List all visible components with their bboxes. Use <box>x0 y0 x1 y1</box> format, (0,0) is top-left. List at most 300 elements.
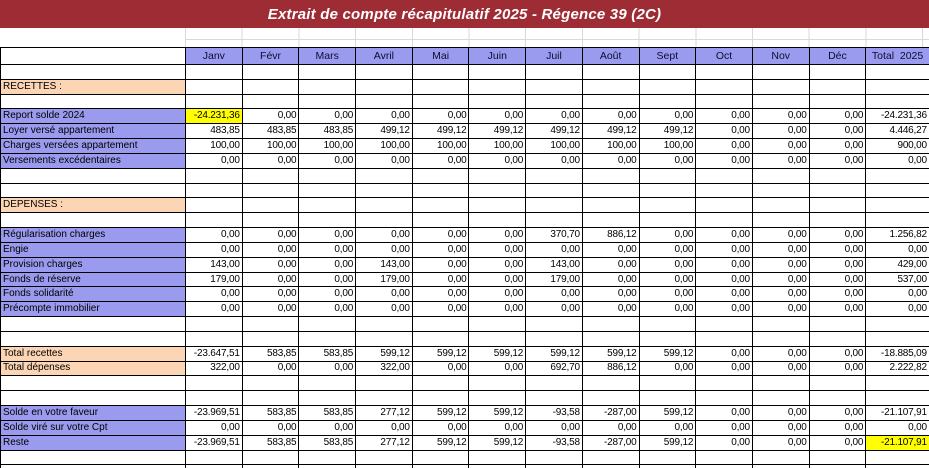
cell-month[interactable] <box>696 198 753 213</box>
cell-month[interactable]: 0,00 <box>356 109 413 124</box>
cell-total[interactable] <box>866 183 929 198</box>
cell-month[interactable] <box>412 213 469 228</box>
cell-month[interactable] <box>582 376 639 391</box>
cell-month[interactable] <box>809 183 866 198</box>
cell-month[interactable] <box>809 331 866 346</box>
cell-month[interactable]: 0,00 <box>582 242 639 257</box>
cell-month[interactable] <box>809 213 866 228</box>
cell-month[interactable]: 0,00 <box>299 228 356 243</box>
cell-month[interactable] <box>526 198 583 213</box>
cell-month[interactable] <box>242 183 299 198</box>
row-label[interactable]: Reste <box>1 435 186 450</box>
cell-month[interactable] <box>412 317 469 332</box>
cell-month[interactable] <box>752 183 809 198</box>
col-header-month-6[interactable]: Juin <box>469 48 526 65</box>
cell-month[interactable] <box>696 94 753 109</box>
cell-month[interactable]: 0,00 <box>809 153 866 168</box>
cell-month[interactable]: 0,00 <box>639 257 696 272</box>
cell-month[interactable]: 0,00 <box>186 287 243 302</box>
cell-month[interactable] <box>469 317 526 332</box>
cell-month[interactable]: 599,12 <box>356 346 413 361</box>
cell-month[interactable]: 886,12 <box>582 361 639 376</box>
cell-month[interactable]: 0,00 <box>242 153 299 168</box>
cell-month[interactable]: 0,00 <box>469 109 526 124</box>
cell-month[interactable]: 0,00 <box>299 272 356 287</box>
cell-month[interactable] <box>242 198 299 213</box>
cell-month[interactable]: 0,00 <box>242 109 299 124</box>
cell-month[interactable]: 0,00 <box>412 109 469 124</box>
cell-month[interactable]: 0,00 <box>186 420 243 435</box>
cell-month[interactable] <box>412 183 469 198</box>
cell-month[interactable] <box>469 183 526 198</box>
cell-month[interactable]: 599,12 <box>469 346 526 361</box>
cell-month[interactable]: 0,00 <box>639 302 696 317</box>
cell-month[interactable]: 0,00 <box>696 153 753 168</box>
cell-month[interactable] <box>356 213 413 228</box>
cell-month[interactable] <box>639 213 696 228</box>
cell-month[interactable]: 277,12 <box>356 435 413 450</box>
col-header-month-4[interactable]: Avril <box>356 48 413 65</box>
cell-month[interactable] <box>582 450 639 465</box>
cell-month[interactable]: 599,12 <box>412 406 469 421</box>
cell-month[interactable] <box>186 94 243 109</box>
col-header-month-2[interactable]: Févr <box>242 48 299 65</box>
cell-month[interactable] <box>526 391 583 406</box>
row-label[interactable] <box>1 391 186 406</box>
cell-month[interactable]: 499,12 <box>526 124 583 139</box>
cell-month[interactable] <box>526 183 583 198</box>
cell-month[interactable]: -23.647,51 <box>186 346 243 361</box>
cell-month[interactable] <box>526 331 583 346</box>
cell-month[interactable]: 0,00 <box>526 302 583 317</box>
cell-month[interactable]: 179,00 <box>526 272 583 287</box>
cell-month[interactable]: 0,00 <box>299 361 356 376</box>
cell-month[interactable]: 322,00 <box>186 361 243 376</box>
row-label[interactable]: Total dépenses <box>1 361 186 376</box>
cell-month[interactable]: 0,00 <box>696 435 753 450</box>
cell-total[interactable]: -18.885,09 <box>866 346 929 361</box>
cell-month[interactable]: 0,00 <box>242 257 299 272</box>
cell-month[interactable]: 0,00 <box>752 139 809 154</box>
cell-month[interactable]: 322,00 <box>356 361 413 376</box>
cell-month[interactable] <box>186 183 243 198</box>
cell-month[interactable]: 599,12 <box>469 406 526 421</box>
cell-month[interactable]: 0,00 <box>299 109 356 124</box>
cell-month[interactable]: 0,00 <box>299 257 356 272</box>
cell-month[interactable]: 0,00 <box>639 109 696 124</box>
cell-month[interactable] <box>696 450 753 465</box>
cell-month[interactable]: 0,00 <box>639 361 696 376</box>
cell-month[interactable]: 0,00 <box>412 287 469 302</box>
row-label[interactable]: Total recettes <box>1 346 186 361</box>
cell-month[interactable] <box>809 450 866 465</box>
cell-month[interactable]: 692,70 <box>526 361 583 376</box>
cell-month[interactable]: 0,00 <box>696 228 753 243</box>
cell-month[interactable]: 0,00 <box>469 242 526 257</box>
row-label[interactable] <box>1 168 186 183</box>
row-label[interactable]: Provision charges <box>1 257 186 272</box>
cell-month[interactable] <box>412 79 469 94</box>
cell-month[interactable]: 277,12 <box>356 406 413 421</box>
cell-month[interactable] <box>412 331 469 346</box>
cell-month[interactable]: 0,00 <box>696 139 753 154</box>
cell-month[interactable]: 0,00 <box>356 153 413 168</box>
cell-total[interactable]: 537,00 <box>866 272 929 287</box>
cell-month[interactable] <box>356 331 413 346</box>
cell-month[interactable]: 0,00 <box>639 420 696 435</box>
cell-month[interactable]: 886,12 <box>582 228 639 243</box>
cell-month[interactable]: 0,00 <box>412 257 469 272</box>
cell-month[interactable]: 499,12 <box>412 124 469 139</box>
cell-month[interactable] <box>752 79 809 94</box>
cell-month[interactable]: 0,00 <box>809 257 866 272</box>
cell-month[interactable]: 0,00 <box>696 302 753 317</box>
cell-month[interactable]: 0,00 <box>696 406 753 421</box>
cell-month[interactable]: 599,12 <box>469 435 526 450</box>
cell-month[interactable]: 0,00 <box>696 242 753 257</box>
cell-total[interactable] <box>866 376 929 391</box>
cell-month[interactable]: 0,00 <box>299 420 356 435</box>
cell-month[interactable]: 0,00 <box>356 302 413 317</box>
cell-month[interactable]: 0,00 <box>356 242 413 257</box>
cell-month[interactable] <box>242 213 299 228</box>
cell-month[interactable]: -23.969,51 <box>186 406 243 421</box>
cell-month[interactable] <box>639 168 696 183</box>
cell-month[interactable] <box>639 450 696 465</box>
cell-month[interactable] <box>242 391 299 406</box>
cell-total[interactable] <box>866 94 929 109</box>
cell-month[interactable]: 0,00 <box>469 257 526 272</box>
cell-month[interactable] <box>469 168 526 183</box>
cell-month[interactable]: 0,00 <box>242 361 299 376</box>
cell-month[interactable] <box>639 198 696 213</box>
cell-month[interactable] <box>809 79 866 94</box>
cell-month[interactable] <box>582 198 639 213</box>
cell-month[interactable] <box>696 213 753 228</box>
cell-month[interactable]: 0,00 <box>696 109 753 124</box>
cell-month[interactable] <box>639 94 696 109</box>
cell-month[interactable]: 0,00 <box>412 242 469 257</box>
cell-month[interactable] <box>469 94 526 109</box>
cell-month[interactable] <box>186 317 243 332</box>
cell-month[interactable] <box>299 183 356 198</box>
row-label[interactable] <box>1 376 186 391</box>
cell-month[interactable] <box>299 168 356 183</box>
cell-month[interactable]: -287,00 <box>582 435 639 450</box>
cell-month[interactable]: 599,12 <box>412 435 469 450</box>
cell-month[interactable] <box>469 331 526 346</box>
cell-month[interactable] <box>582 317 639 332</box>
cell-total[interactable] <box>866 450 929 465</box>
cell-month[interactable] <box>186 450 243 465</box>
cell-total[interactable]: 900,00 <box>866 139 929 154</box>
cell-month[interactable] <box>356 183 413 198</box>
cell-month[interactable]: 0,00 <box>242 420 299 435</box>
cell-total[interactable]: -21.107,91 <box>866 406 929 421</box>
cell-month[interactable]: 499,12 <box>639 124 696 139</box>
cell-month[interactable] <box>526 317 583 332</box>
cell-month[interactable]: 0,00 <box>639 272 696 287</box>
cell-month[interactable] <box>639 376 696 391</box>
cell-month[interactable] <box>582 94 639 109</box>
cell-month[interactable] <box>639 331 696 346</box>
cell-month[interactable]: 0,00 <box>696 361 753 376</box>
cell-month[interactable] <box>526 65 583 80</box>
cell-total[interactable]: 0,00 <box>866 242 929 257</box>
cell-month[interactable]: 0,00 <box>186 302 243 317</box>
cell-month[interactable] <box>752 168 809 183</box>
cell-month[interactable] <box>469 198 526 213</box>
cell-month[interactable]: 100,00 <box>242 139 299 154</box>
cell-month[interactable]: 0,00 <box>242 242 299 257</box>
cell-month[interactable] <box>412 65 469 80</box>
row-label[interactable]: Fonds solidarité <box>1 287 186 302</box>
cell-total[interactable]: 4.446,27 <box>866 124 929 139</box>
cell-month[interactable]: 0,00 <box>242 302 299 317</box>
cell-month[interactable]: 0,00 <box>582 272 639 287</box>
cell-month[interactable] <box>639 65 696 80</box>
cell-month[interactable]: 0,00 <box>696 420 753 435</box>
cell-month[interactable]: 0,00 <box>186 228 243 243</box>
cell-month[interactable]: 0,00 <box>469 361 526 376</box>
cell-month[interactable] <box>299 65 356 80</box>
cell-month[interactable]: 599,12 <box>526 346 583 361</box>
cell-month[interactable]: 100,00 <box>582 139 639 154</box>
cell-month[interactable] <box>299 79 356 94</box>
cell-month[interactable]: 0,00 <box>696 272 753 287</box>
cell-total[interactable]: 429,00 <box>866 257 929 272</box>
cell-month[interactable]: 483,85 <box>299 124 356 139</box>
cell-month[interactable]: 0,00 <box>752 228 809 243</box>
cell-month[interactable]: 100,00 <box>526 139 583 154</box>
cell-total[interactable]: -21.107,91 <box>866 435 929 450</box>
cell-month[interactable]: 0,00 <box>526 287 583 302</box>
cell-month[interactable] <box>809 376 866 391</box>
cell-month[interactable] <box>299 450 356 465</box>
cell-month[interactable]: 483,85 <box>186 124 243 139</box>
cell-month[interactable] <box>242 79 299 94</box>
row-label[interactable]: Fonds de réserve <box>1 272 186 287</box>
cell-month[interactable]: 0,00 <box>752 109 809 124</box>
cell-month[interactable]: 0,00 <box>809 420 866 435</box>
cell-month[interactable] <box>582 213 639 228</box>
cell-month[interactable]: 0,00 <box>752 361 809 376</box>
cell-month[interactable]: 0,00 <box>469 420 526 435</box>
cell-month[interactable] <box>639 391 696 406</box>
cell-month[interactable]: 0,00 <box>412 228 469 243</box>
row-label[interactable]: DEPENSES : <box>1 198 186 213</box>
row-label[interactable] <box>1 94 186 109</box>
cell-month[interactable] <box>696 168 753 183</box>
cell-month[interactable]: -287,00 <box>582 406 639 421</box>
cell-month[interactable] <box>582 65 639 80</box>
cell-month[interactable]: 0,00 <box>582 302 639 317</box>
cell-month[interactable] <box>186 391 243 406</box>
cell-month[interactable] <box>526 94 583 109</box>
cell-month[interactable] <box>526 376 583 391</box>
cell-month[interactable]: 0,00 <box>752 124 809 139</box>
cell-month[interactable]: 0,00 <box>752 153 809 168</box>
cell-month[interactable]: 0,00 <box>412 153 469 168</box>
cell-month[interactable]: 0,00 <box>809 302 866 317</box>
cell-month[interactable]: 0,00 <box>242 228 299 243</box>
cell-month[interactable]: 583,85 <box>299 346 356 361</box>
cell-month[interactable]: -24.231,36 <box>186 109 243 124</box>
cell-total[interactable] <box>866 198 929 213</box>
cell-month[interactable]: 100,00 <box>412 139 469 154</box>
cell-total[interactable] <box>866 391 929 406</box>
cell-month[interactable]: 0,00 <box>582 153 639 168</box>
cell-month[interactable] <box>186 79 243 94</box>
cell-month[interactable]: 0,00 <box>752 272 809 287</box>
cell-total[interactable]: 0,00 <box>866 420 929 435</box>
cell-month[interactable]: 0,00 <box>639 242 696 257</box>
cell-month[interactable] <box>412 450 469 465</box>
cell-month[interactable] <box>356 94 413 109</box>
cell-month[interactable] <box>469 65 526 80</box>
row-label[interactable]: Engie <box>1 242 186 257</box>
cell-month[interactable] <box>526 168 583 183</box>
cell-month[interactable]: 0,00 <box>696 124 753 139</box>
cell-month[interactable] <box>186 376 243 391</box>
col-header-month-7[interactable]: Juil <box>526 48 583 65</box>
corner-cell[interactable] <box>1 48 186 65</box>
cell-month[interactable] <box>752 391 809 406</box>
cell-month[interactable]: 0,00 <box>639 153 696 168</box>
cell-month[interactable] <box>696 331 753 346</box>
cell-month[interactable]: 0,00 <box>809 242 866 257</box>
cell-month[interactable] <box>582 79 639 94</box>
cell-month[interactable] <box>242 317 299 332</box>
cell-month[interactable]: 583,85 <box>299 406 356 421</box>
cell-month[interactable]: 599,12 <box>639 406 696 421</box>
cell-month[interactable] <box>809 94 866 109</box>
cell-month[interactable] <box>412 391 469 406</box>
col-header-month-9[interactable]: Sept <box>639 48 696 65</box>
cell-month[interactable]: 0,00 <box>582 257 639 272</box>
cell-total[interactable] <box>866 65 929 80</box>
cell-month[interactable]: 0,00 <box>752 257 809 272</box>
cell-month[interactable]: 179,00 <box>356 272 413 287</box>
cell-month[interactable] <box>412 168 469 183</box>
cell-month[interactable] <box>696 391 753 406</box>
cell-month[interactable]: 0,00 <box>582 109 639 124</box>
cell-month[interactable]: 599,12 <box>639 346 696 361</box>
row-label[interactable] <box>1 331 186 346</box>
row-label[interactable] <box>1 183 186 198</box>
cell-month[interactable]: 0,00 <box>696 346 753 361</box>
cell-total[interactable]: -24.231,36 <box>866 109 929 124</box>
cell-total[interactable] <box>866 168 929 183</box>
row-label[interactable]: Versements excédentaires <box>1 153 186 168</box>
cell-month[interactable] <box>752 376 809 391</box>
cell-month[interactable]: 0,00 <box>526 420 583 435</box>
cell-month[interactable] <box>582 168 639 183</box>
cell-month[interactable]: 100,00 <box>639 139 696 154</box>
cell-month[interactable]: 100,00 <box>469 139 526 154</box>
cell-month[interactable]: 0,00 <box>752 287 809 302</box>
cell-month[interactable] <box>412 376 469 391</box>
cell-total[interactable] <box>866 317 929 332</box>
cell-month[interactable]: 483,85 <box>242 124 299 139</box>
cell-month[interactable]: 583,85 <box>242 435 299 450</box>
cell-month[interactable]: 583,85 <box>242 406 299 421</box>
cell-month[interactable] <box>809 65 866 80</box>
cell-total[interactable]: 2.222,82 <box>866 361 929 376</box>
cell-month[interactable] <box>526 450 583 465</box>
cell-month[interactable] <box>356 450 413 465</box>
row-label[interactable]: Report solde 2024 <box>1 109 186 124</box>
cell-month[interactable]: 143,00 <box>526 257 583 272</box>
row-label[interactable]: Charges versées appartement <box>1 139 186 154</box>
cell-month[interactable]: 583,85 <box>242 346 299 361</box>
cell-month[interactable] <box>526 79 583 94</box>
cell-month[interactable]: 0,00 <box>412 302 469 317</box>
cell-month[interactable] <box>469 376 526 391</box>
cell-month[interactable]: -93,58 <box>526 435 583 450</box>
cell-month[interactable] <box>356 391 413 406</box>
cell-total[interactable]: 1.256,82 <box>866 228 929 243</box>
cell-total[interactable]: 0,00 <box>866 153 929 168</box>
row-label[interactable]: Loyer versé appartement <box>1 124 186 139</box>
cell-month[interactable]: 370,70 <box>526 228 583 243</box>
cell-month[interactable]: 100,00 <box>356 139 413 154</box>
cell-month[interactable] <box>639 317 696 332</box>
cell-month[interactable]: 0,00 <box>412 420 469 435</box>
row-label[interactable]: Solde viré sur votre Cpt <box>1 420 186 435</box>
cell-month[interactable] <box>696 376 753 391</box>
cell-month[interactable]: 0,00 <box>469 287 526 302</box>
cell-month[interactable]: 0,00 <box>469 272 526 287</box>
cell-month[interactable] <box>809 198 866 213</box>
cell-month[interactable] <box>582 183 639 198</box>
cell-total[interactable]: 0,00 <box>866 302 929 317</box>
cell-month[interactable]: 0,00 <box>299 242 356 257</box>
cell-month[interactable] <box>356 317 413 332</box>
cell-month[interactable] <box>526 213 583 228</box>
cell-month[interactable]: 0,00 <box>526 109 583 124</box>
cell-month[interactable] <box>299 213 356 228</box>
cell-month[interactable]: 0,00 <box>469 228 526 243</box>
cell-month[interactable]: 0,00 <box>696 287 753 302</box>
row-label[interactable]: Précompte immobilier <box>1 302 186 317</box>
cell-month[interactable] <box>186 198 243 213</box>
cell-month[interactable] <box>299 331 356 346</box>
cell-month[interactable]: 0,00 <box>639 287 696 302</box>
cell-month[interactable] <box>752 65 809 80</box>
cell-month[interactable]: 0,00 <box>242 287 299 302</box>
cell-month[interactable]: 599,12 <box>582 346 639 361</box>
cell-month[interactable]: 0,00 <box>809 361 866 376</box>
cell-month[interactable]: -23.969,51 <box>186 435 243 450</box>
cell-month[interactable] <box>469 79 526 94</box>
cell-month[interactable] <box>412 94 469 109</box>
cell-month[interactable]: 0,00 <box>752 346 809 361</box>
col-header-month-12[interactable]: Déc <box>809 48 866 65</box>
cell-month[interactable]: 0,00 <box>186 153 243 168</box>
cell-month[interactable]: 0,00 <box>752 435 809 450</box>
cell-month[interactable]: 0,00 <box>299 153 356 168</box>
cell-month[interactable]: 0,00 <box>809 435 866 450</box>
row-label[interactable]: Solde en votre faveur <box>1 406 186 421</box>
cell-month[interactable]: 0,00 <box>809 287 866 302</box>
cell-month[interactable]: 0,00 <box>752 420 809 435</box>
cell-month[interactable]: 0,00 <box>809 139 866 154</box>
cell-month[interactable] <box>469 213 526 228</box>
cell-month[interactable]: 0,00 <box>582 287 639 302</box>
cell-month[interactable] <box>242 168 299 183</box>
cell-month[interactable]: 0,00 <box>242 272 299 287</box>
